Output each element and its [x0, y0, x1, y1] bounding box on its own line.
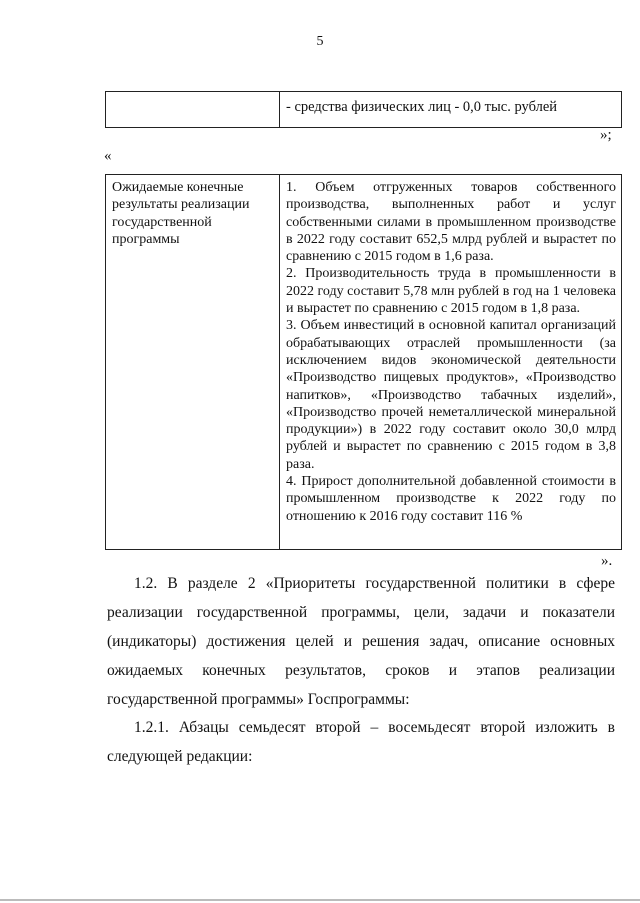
table-row [106, 92, 622, 128]
paragraph-section-1-2: 1.2. В разделе 2 «Приоритеты государственной политики в сфере реализации государственной программы, цели, задачи и показатели (индикаторы) достижения целей и решения задач, описание основных ожидаемых конечных результатов, сроков и этапов реализации государственной программы» Госпрограммы: [107, 575, 615, 708]
expected-results-content [280, 175, 622, 550]
funding-source-cell: - средства физических лиц - 0,0 тыс. рублей [280, 92, 622, 128]
table-fragment [105, 91, 622, 128]
table-cell-empty [106, 92, 280, 128]
result-item: 1. Объем отгруженных товаров собственного производства, выполненных работ и услуг собственными силами в промышленном производстве в 2022 году составит 652,5 млрд рублей и вырастет по сравнению с 2015 годом в 1,6 раза. [286, 180, 616, 265]
expected-results-table [105, 174, 622, 550]
table-row [106, 175, 622, 550]
closing-quote-semicolon: »; [600, 127, 612, 143]
closing-quote-dot: ». [601, 553, 613, 569]
page-number: 5 [316, 34, 324, 49]
expected-results-label: Ожидаемые конечные результаты реализации государственной программы [106, 175, 280, 550]
opening-quote: « [104, 148, 112, 164]
result-item: 4. Прирост дополнительной добавленной стоимости в промышленном производстве к 2022 году по отношению к 2016 году составит 116 % [286, 474, 616, 524]
result-item: 3. Объем инвестиций в основной капитал организаций обрабатывающих отраслей промышленности (за исключением видов экономической деятельности «Производство пищевых продуктов», «Производство напитков», «Производство табачных изделий», «Производство прочей неметаллической минеральной продукции») в 2022 году составит около 30,0 млрд рублей и вырастет по сравнению с 2015 годом в 3,8 раза. [286, 318, 616, 472]
paragraph-section-1-2-1: 1.2.1. Абзацы семьдесят второй – восемьдесят второй изложить в следующей редакции: [107, 719, 615, 765]
result-item: 2. Производительность труда в промышленности в 2022 году составит 5,78 млн рублей в год на 1 человека и вырастет по сравнению с 2015 годом в 1,8 раза. [286, 266, 616, 317]
scan-edge-divider [0, 899, 640, 901]
